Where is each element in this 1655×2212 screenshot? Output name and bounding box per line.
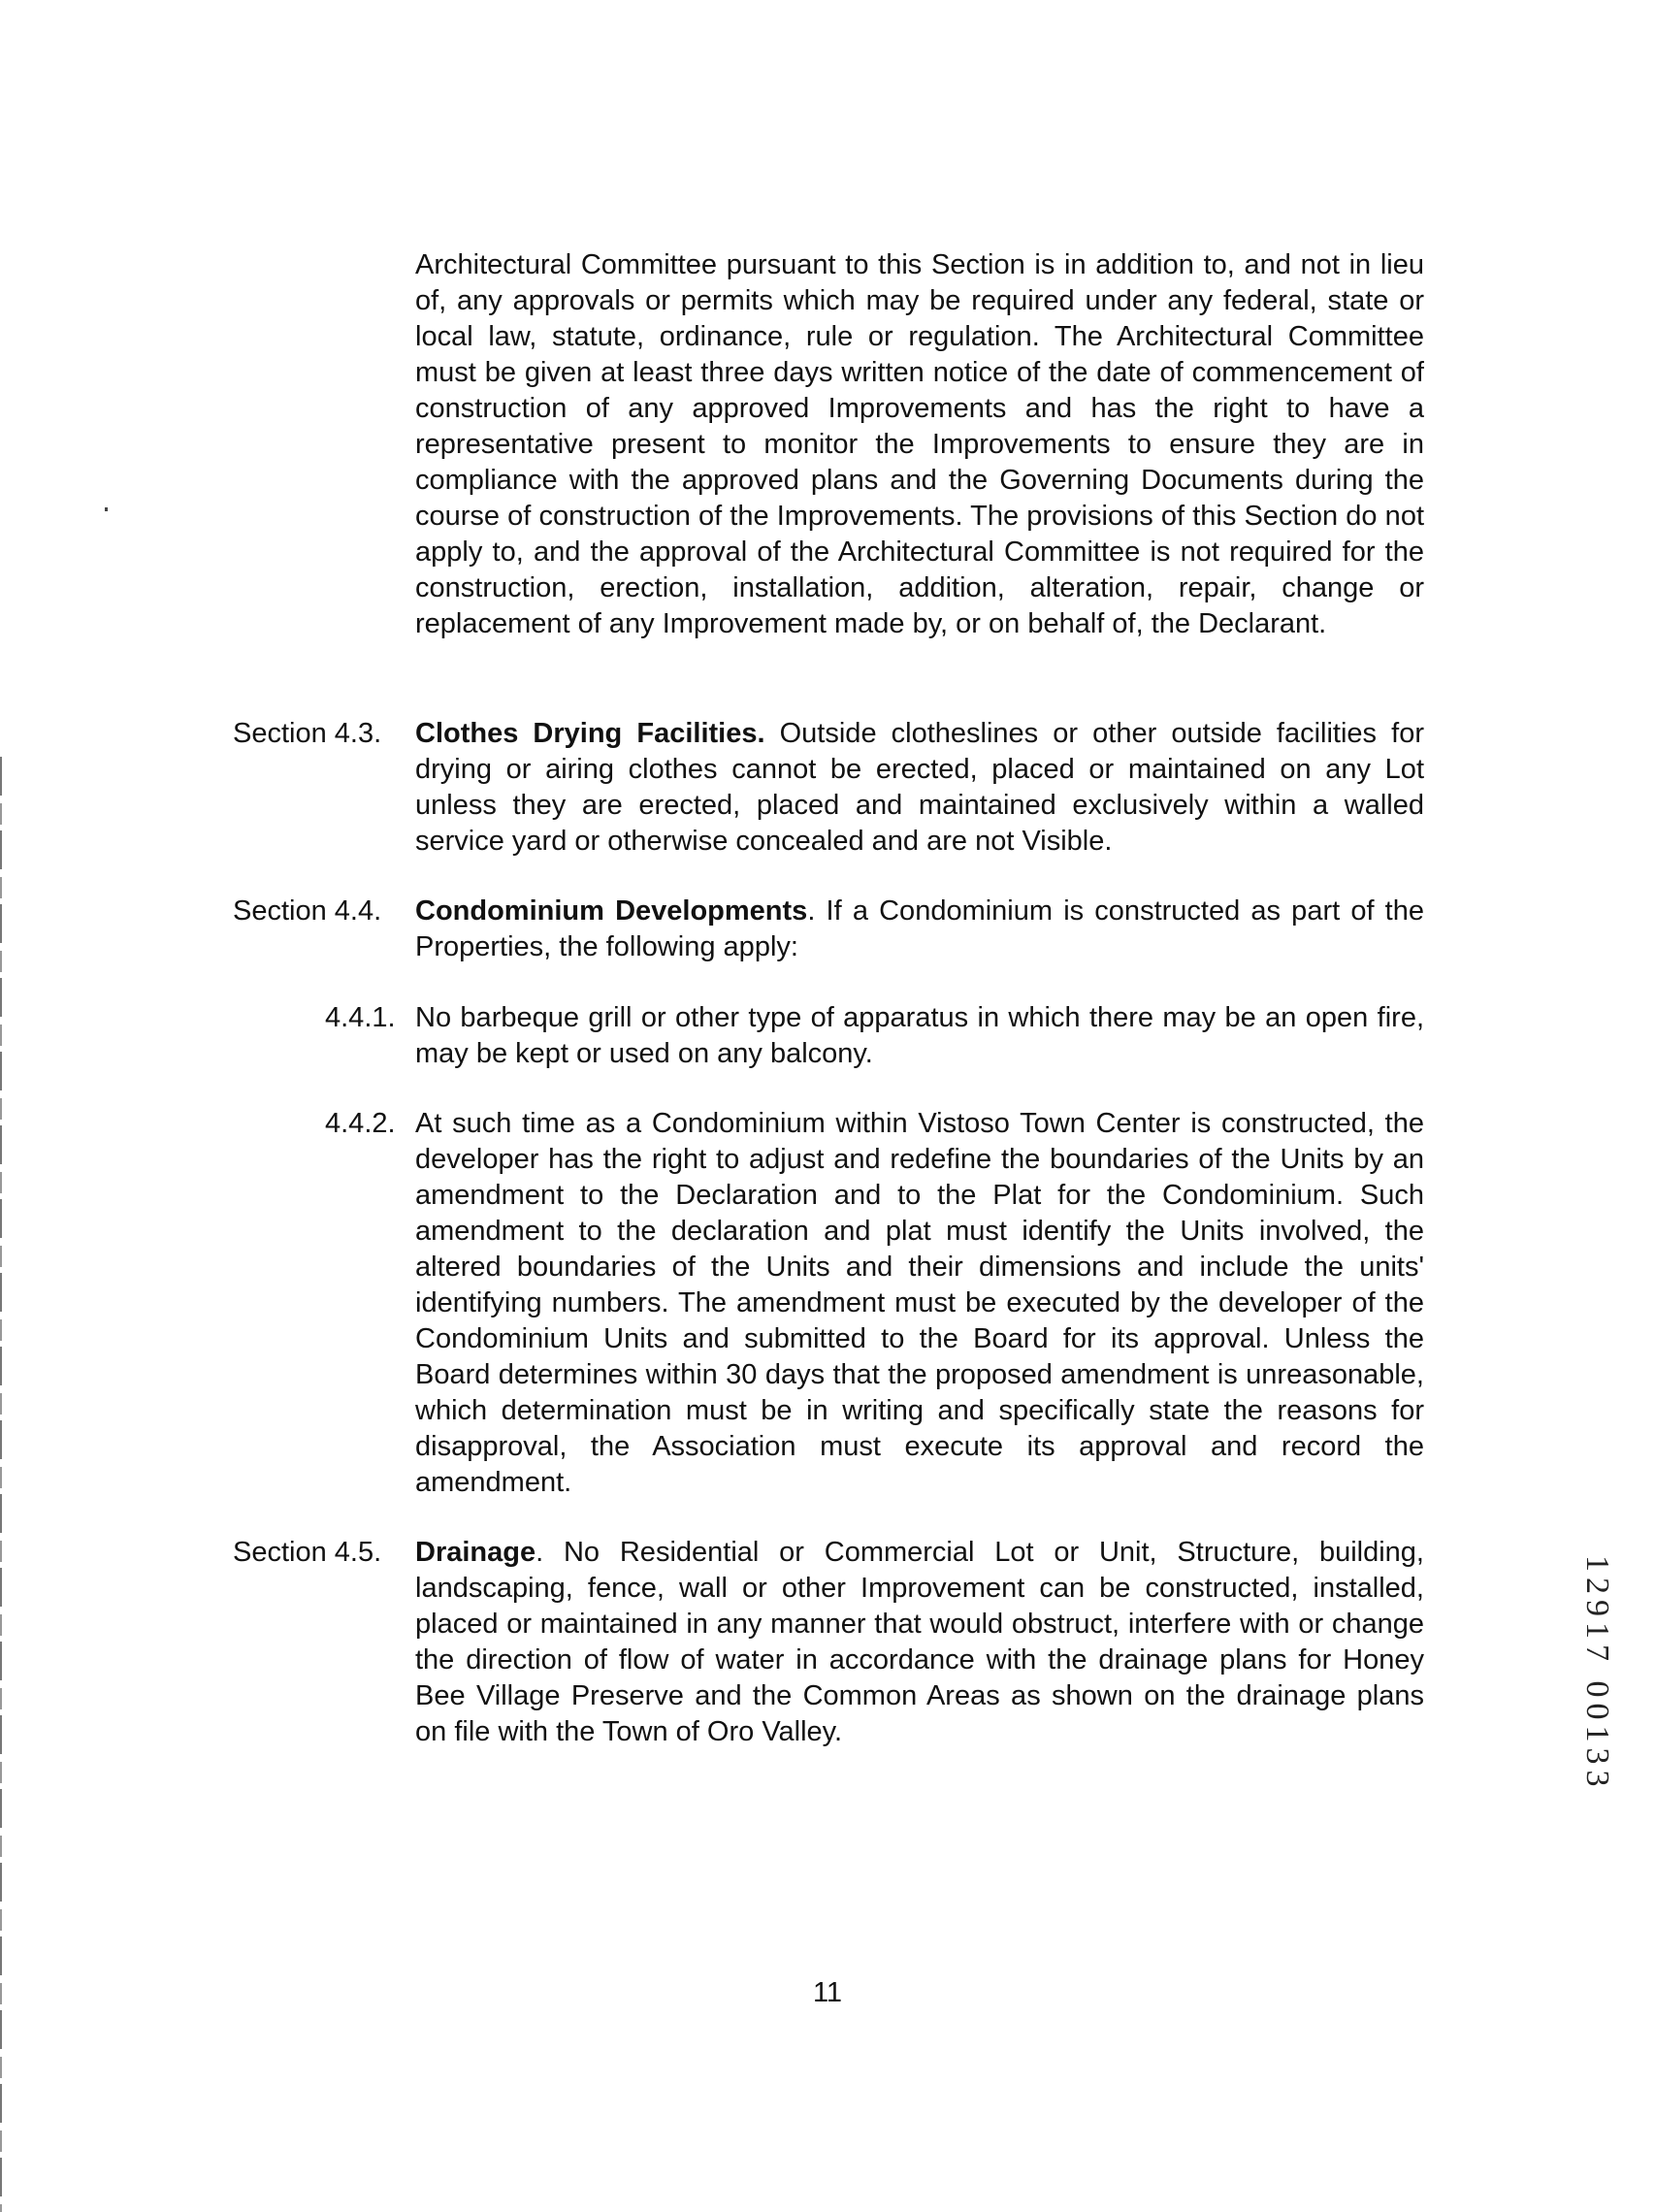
page-number: 11 [812, 1977, 843, 2008]
section-text: . If a Condominium is constructed as part of the Properties, the following apply: [415, 895, 1424, 962]
subsection-label: 4.4.2. [325, 1108, 396, 1139]
recording-stamp [1575, 1555, 1618, 1827]
scan-speck [105, 507, 108, 511]
section-body [415, 1535, 1424, 1750]
subsection-text: No barbeque grill or other type of apparatus in which there may be an open fire, may be kept or used on any balcony. [415, 1002, 1424, 1069]
section-4-3 [233, 716, 1424, 860]
intro-paragraph: Architectural Committee pursuant to this Section is in addition to, and not in lieu of, any approvals or permits which may be required under any federal, state or local law, statute, ordinance, rule or regulation. The Architectural Committee must be given at least three days written notice of the date of commencement of construction of any approved Improvements and has the right to have a representative present to monitor the Improvements to ensure they are in compliance with the approved plans and the Governing Documents during the course of construction of the Improvements. The provisions of this Section do not apply to, and the approval of the Architectural Committee is not required for the construction, erection, installation, addition, alteration, repair, change or replacement of any Improvement made by, or on behalf of, the Declarant. [415, 249, 1424, 639]
recording-stamp-text: 12917 00133 [1579, 1555, 1615, 1793]
section-4-4 [233, 894, 1424, 965]
section-body [415, 716, 1424, 860]
subsection-label: 4.4.1. [325, 1002, 396, 1033]
section-text: Outside clotheslines or other outside facilities for drying or airing clothes cannot be erected, placed or maintained on any Lot unless they are erected, placed and maintained exclusively within a walled service yard or otherwise concealed and are not Visible. [415, 718, 1424, 857]
subsection-4-4-1 [325, 1000, 1424, 1072]
section-heading: Clothes Drying Facilities. [415, 718, 765, 749]
section-label: Section 4.4. [233, 895, 382, 927]
section-4-5 [233, 1535, 1424, 1750]
section-heading: Drainage [415, 1537, 536, 1568]
section-label: Section 4.3. [233, 718, 382, 749]
subsection-text: At such time as a Condominium within Vistoso Town Center is constructed, the developer has the right to adjust and redefine the boundaries of the Units by an amendment to the Declaration and to the Plat for the Condominium. Such amendment to the declaration and plat must identify the Units involved, the altered boundaries of the Units and their dimensions and include the units' identifying numbers. The amendment must be executed by the developer of the Condominium Units and submitted to the Board for its approval. Unless the Board determines within 30 days that the proposed amendment is unreasonable, which determination must be in writing and specifically state the reasons for disapproval, the Association must execute its approval and record the amendment. [415, 1108, 1424, 1498]
subsection-4-4-2 [325, 1106, 1424, 1501]
section-text: . No Residential or Commercial Lot or Unit, Structure, building, landscaping, fence, wall or other Improvement can be constructed, installed, placed or maintained in any manner that would obstruct, interfere with or change the direction of flow of water in accordance with the drainage plans for Honey Bee Village Preserve and the Common Areas as shown on the drainage plans on file with the Town of Oro Valley. [415, 1537, 1424, 1747]
section-body [415, 894, 1424, 965]
section-heading: Condominium Developments [415, 895, 808, 927]
section-label: Section 4.5. [233, 1537, 382, 1568]
